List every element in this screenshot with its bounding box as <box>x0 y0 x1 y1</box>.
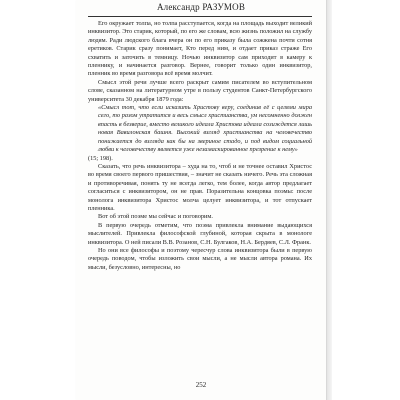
paragraph-4: Вот об этой поэме мы сейчас и поговорим. <box>98 213 213 221</box>
paragraph-3: Сказать, что речь инквизитора – худа на то, чтоб и не точнее оставил Христос во время своего первого пришествия, – значит не сказать ничего. Речь эта сложная и противоречивая, понять ту не всегда легко, тем более, когда автор предлагает согласиться с инквизитором, он не прав. Поразительна концовка поэмы: после монолога инквизитора Христос молча целует инквизитора, и тот отпускает пленника. <box>88 162 312 212</box>
page-number: 252 <box>195 381 207 389</box>
block-quote: «Смысл тот, что если исказить Христову веру, соединив её с целями мира сего, то разом утратится и весь смысл христианства, ум несомненно должен впасть в безверие, вместо великого идеала Христова идеала созиждется лишь новая Вавилонская башня. Высокий взгляд христианства на человечество понижается до взгляда как бы на звериное стадо, и под видом социальной любви к человечеству является уже незамаскированное презрение к нему» <box>98 104 312 154</box>
quote-citation: (15; 198). <box>88 154 113 162</box>
running-head-author: Александр РАЗУМОВ <box>156 2 246 12</box>
book-page <box>76 0 327 400</box>
paragraph-5: В первую очередь отметим, что поэма привлекла внимание выдающихся мыслителей. Привлекла философской глубиной, которая скрыта в монологе инквизитора. О ней писали В.В. Розанов, С.Н. Булгаков, Н.А. Бердяев, С.Л. Франк. <box>88 221 312 246</box>
paragraph-2: Смысл этой речи лучше всего раскрыт самим писателем во вступительном слове, сказанном на литературном утре в пользу студентов Санкт-Петербургского университета 30 декабря 1879 года: <box>88 78 312 103</box>
paragraph-6: Но они все философы и поэтому чересчур слова инквизитора были в первую очередь поводом, чтобы изложить свои мысли, а не мысли автора романа. Их мысли, безусловно, интересны, но <box>88 246 312 271</box>
page-body <box>88 20 312 272</box>
paragraph-1: Его окружает толпа, но толпа расступается, когда на площадь выходит великий инквизитор. Это старик, который, по его же словам, всю жизнь положил на службу людям. Ради людского блага вчера он по его приказу была сожжена почти сотня еретиков. Старик сразу понимает, Кто перед ним, и отдает приказ страже Его схватить и заточить в темницу. Ночью инквизитор сам приходит в камеру к пленнику, и начинается разговор. Вернее, говорит только один инквизитор, пленник во время разговора всё время молчит. <box>88 20 312 78</box>
header-rule <box>88 16 312 17</box>
